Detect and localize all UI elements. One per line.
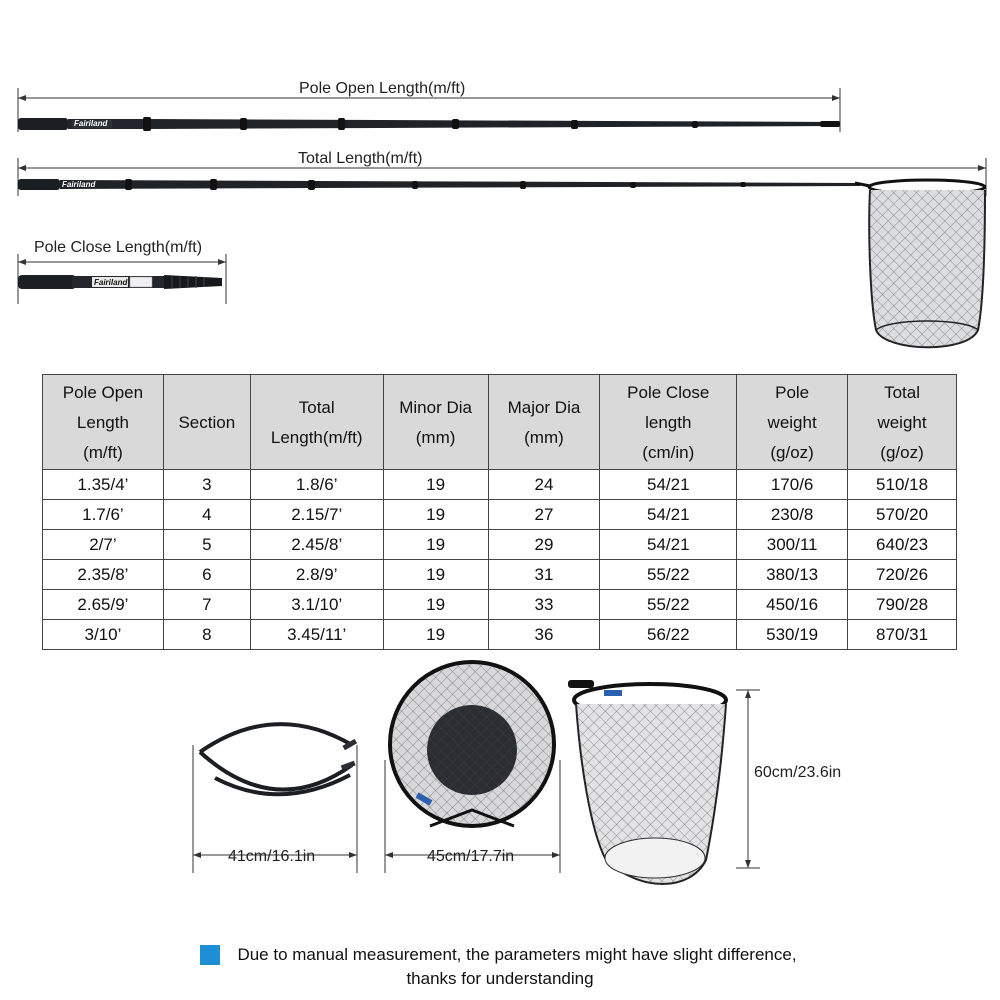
pole-illustrations bbox=[0, 0, 1000, 360]
table-cell: 230/8 bbox=[737, 500, 848, 530]
table-cell: 24 bbox=[488, 470, 600, 500]
table-cell: 570/20 bbox=[848, 500, 957, 530]
measurement-note bbox=[0, 943, 1000, 991]
header-text: (mm) bbox=[524, 428, 564, 447]
table-cell: 54/21 bbox=[600, 470, 737, 500]
table-cell: 2.8/9’ bbox=[250, 560, 383, 590]
header-text: weight bbox=[877, 413, 927, 432]
note-line-2: thanks for understanding bbox=[406, 969, 594, 988]
table-cell: 54/21 bbox=[600, 530, 737, 560]
table-cell: 19 bbox=[383, 560, 488, 590]
table-cell: 2.45/8’ bbox=[250, 530, 383, 560]
header-total-weight bbox=[848, 375, 957, 470]
table-cell: 3.1/10’ bbox=[250, 590, 383, 620]
header-minor-dia bbox=[383, 375, 488, 470]
open-pole-image bbox=[18, 117, 840, 131]
table-cell: 33 bbox=[488, 590, 600, 620]
total-pole-brand-label: Fairiland bbox=[62, 180, 96, 189]
table-cell: 640/23 bbox=[848, 530, 957, 560]
total-length-dimension-line bbox=[18, 158, 986, 196]
table-cell: 19 bbox=[383, 500, 488, 530]
table-row bbox=[43, 620, 957, 650]
header-section bbox=[163, 375, 250, 470]
table-row bbox=[43, 530, 957, 560]
table-cell: 1.7/6’ bbox=[43, 500, 164, 530]
table-cell: 3 bbox=[163, 470, 250, 500]
open-pole-brand-label: Fairiland bbox=[74, 119, 108, 128]
table-cell: 720/26 bbox=[848, 560, 957, 590]
header-text: weight bbox=[767, 413, 817, 432]
net-depth-label: 60cm/23.6in bbox=[754, 764, 842, 781]
header-text: Length(m/ft) bbox=[270, 428, 363, 447]
header-text: Minor Dia bbox=[399, 398, 472, 417]
header-pole-open-length bbox=[43, 375, 164, 470]
table-cell: 170/6 bbox=[737, 470, 848, 500]
table-cell: 6 bbox=[163, 560, 250, 590]
header-text: Pole Open bbox=[62, 383, 144, 402]
net-top-view-image bbox=[390, 662, 554, 826]
table-cell: 2/7’ bbox=[43, 530, 164, 560]
table-cell: 19 bbox=[383, 530, 488, 560]
table-body bbox=[43, 470, 957, 650]
table-cell: 3/10’ bbox=[43, 620, 164, 650]
table-cell: 3.45/11’ bbox=[250, 620, 383, 650]
table-cell: 450/16 bbox=[737, 590, 848, 620]
table-cell: 2.65/9’ bbox=[43, 590, 164, 620]
table-cell: 300/11 bbox=[737, 530, 848, 560]
total-pole-image bbox=[18, 179, 870, 190]
table-cell: 4 bbox=[163, 500, 250, 530]
header-text: Length bbox=[76, 413, 129, 432]
table-cell: 5 bbox=[163, 530, 250, 560]
table-cell: 2.15/7’ bbox=[250, 500, 383, 530]
folded-hoop-image bbox=[200, 724, 357, 794]
net-width-label: 45cm/17.7in bbox=[427, 848, 515, 865]
table-cell: 54/21 bbox=[600, 500, 737, 530]
table-cell: 31 bbox=[488, 560, 600, 590]
header-text: Major Dia bbox=[507, 398, 581, 417]
table-row bbox=[43, 470, 957, 500]
table-header-row bbox=[43, 375, 957, 470]
table-row bbox=[43, 590, 957, 620]
header-pole-weight bbox=[737, 375, 848, 470]
header-text: (mm) bbox=[415, 428, 456, 447]
table-cell: 29 bbox=[488, 530, 600, 560]
note-line-1: Due to manual measurement, the parameters might have slight difference, bbox=[237, 945, 797, 964]
table-cell: 55/22 bbox=[600, 590, 737, 620]
spec-table bbox=[42, 374, 957, 650]
total-length-label: Total Length(m/ft) bbox=[298, 150, 423, 167]
table-cell: 19 bbox=[383, 590, 488, 620]
header-text: Pole Close bbox=[627, 383, 710, 402]
table-cell: 380/13 bbox=[737, 560, 848, 590]
header-text: length bbox=[645, 413, 692, 432]
header-text: Section bbox=[178, 413, 236, 432]
table-row bbox=[43, 500, 957, 530]
header-text: Total bbox=[298, 398, 335, 417]
table-cell: 2.35/8’ bbox=[43, 560, 164, 590]
table-cell: 19 bbox=[383, 620, 488, 650]
header-major-dia bbox=[488, 375, 600, 470]
table-cell: 790/28 bbox=[848, 590, 957, 620]
header-text: (cm/in) bbox=[642, 443, 695, 462]
table-row bbox=[43, 560, 957, 590]
table-cell: 1.8/6’ bbox=[250, 470, 383, 500]
net-side-image bbox=[869, 180, 985, 347]
table-cell: 55/22 bbox=[600, 560, 737, 590]
table-cell: 510/18 bbox=[848, 470, 957, 500]
table-cell: 27 bbox=[488, 500, 600, 530]
header-text: Pole bbox=[775, 383, 810, 402]
header-text: (m/ft) bbox=[83, 443, 123, 462]
hoop-width-label: 41cm/16.1in bbox=[228, 848, 316, 865]
table-cell: 7 bbox=[163, 590, 250, 620]
net-front-view-image bbox=[568, 680, 726, 884]
header-text: Total bbox=[884, 383, 920, 402]
table-cell: 530/19 bbox=[737, 620, 848, 650]
table-cell: 19 bbox=[383, 470, 488, 500]
table-cell: 1.35/4’ bbox=[43, 470, 164, 500]
net-detail-illustrations bbox=[0, 660, 1000, 920]
table-cell: 36 bbox=[488, 620, 600, 650]
pole-close-length-label: Pole Close Length(m/ft) bbox=[34, 239, 203, 256]
table-cell: 870/31 bbox=[848, 620, 957, 650]
closed-pole-brand-label: Fairiland bbox=[94, 278, 128, 287]
header-total-length bbox=[250, 375, 383, 470]
header-text: (g/oz) bbox=[770, 443, 814, 462]
table-cell: 8 bbox=[163, 620, 250, 650]
pole-open-length-label: Pole Open Length(m/ft) bbox=[299, 80, 466, 97]
header-text: (g/oz) bbox=[880, 443, 924, 462]
table-cell: 56/22 bbox=[600, 620, 737, 650]
header-pole-close-length bbox=[600, 375, 737, 470]
